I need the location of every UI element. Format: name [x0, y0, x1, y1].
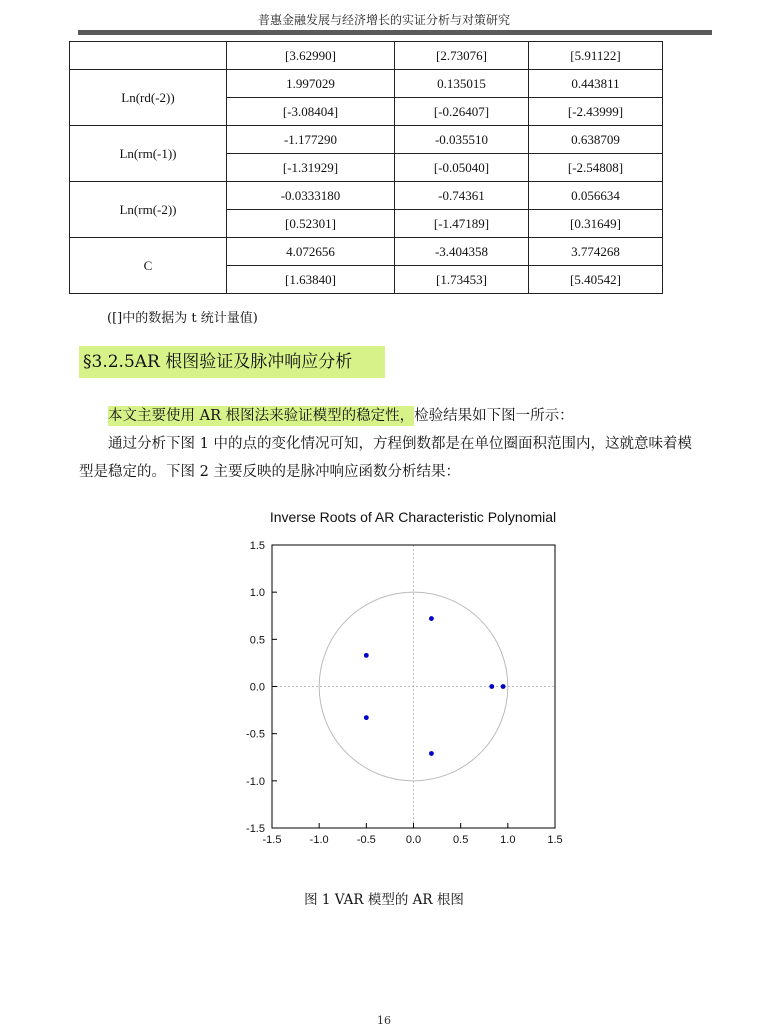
y-tick-label: -1.5: [246, 823, 265, 835]
table-cell-label: [70, 42, 227, 70]
table-row: [70, 238, 663, 266]
table-cell: [1.73453]: [395, 266, 529, 294]
x-tick-label: -0.5: [356, 834, 376, 846]
table-cell: [0.52301]: [227, 210, 395, 238]
table-cell: [-1.47189]: [395, 210, 529, 238]
root-point: [364, 653, 369, 658]
ar-roots-chart: [230, 500, 590, 860]
root-point: [429, 751, 434, 756]
table-cell: -0.74361: [395, 182, 529, 210]
table-row: [70, 182, 663, 210]
y-tick-label: 0.0: [249, 681, 265, 694]
root-point: [364, 715, 369, 720]
x-tick-label: 0.0: [405, 834, 422, 846]
table-cell: [5.40542]: [529, 266, 663, 294]
table-cell: 0.443811: [529, 70, 663, 98]
x-tick-label: -1.0: [309, 834, 329, 846]
header-rule: [78, 30, 712, 35]
root-point: [501, 684, 506, 689]
table-cell: 0.056634: [529, 182, 663, 210]
table-row-label: Ln(rm(-1)): [70, 126, 227, 182]
table-cell: -1.177290: [227, 126, 395, 154]
plot-area: [246, 540, 563, 846]
ar-roots-chart-svg: [230, 500, 590, 860]
running-header-title: 普惠金融发展与经济增长的实证分析与对策研究: [257, 13, 510, 27]
highlighted-text: 本文主要使用 AR 根图法来验证模型的稳定性，: [108, 408, 415, 424]
table-cell: [-3.08404]: [227, 98, 395, 126]
section-heading: §3.2.5AR 根图验证及脉冲响应分析: [79, 346, 385, 378]
x-tick-label: 0.5: [453, 834, 469, 846]
table-row-label: Ln(rm(-2)): [70, 182, 227, 238]
y-tick-label: -0.5: [246, 728, 265, 741]
table-row: [70, 70, 663, 98]
table-cell: 0.638709: [529, 126, 663, 154]
table-cell: [5.91122]: [529, 42, 663, 70]
table-cell: [1.63840]: [227, 266, 395, 294]
table-cell: [3.62990]: [227, 42, 395, 70]
figure-caption: 图 1 VAR 模型的 AR 根图: [304, 892, 464, 908]
table-cell: 4.072656: [227, 238, 395, 266]
table-row-label: Ln(rd(-2)): [70, 70, 227, 126]
paragraph-text: 检验结果如下图一所示：: [414, 408, 574, 424]
page-number: 16: [377, 1014, 391, 1027]
table-cell: [2.73076]: [395, 42, 529, 70]
table-cell: 1.997029: [227, 70, 395, 98]
y-tick-label: 1.0: [249, 587, 265, 600]
table-cell: [-2.43999]: [529, 98, 663, 126]
root-point: [429, 616, 434, 621]
y-tick-label: 1.5: [249, 540, 265, 552]
table-row: [70, 126, 663, 154]
table-cell: 3.774268: [529, 238, 663, 266]
y-tick-label: -1.0: [246, 775, 265, 788]
x-tick-label: 1.0: [500, 834, 516, 846]
paragraph-1: [79, 402, 701, 430]
regression-results-table: [69, 41, 663, 294]
table-cell: -0.0333180: [227, 182, 395, 210]
table-cell: [-1.31929]: [227, 154, 395, 182]
table-note: ([]中的数据为 t 统计量值): [107, 311, 258, 326]
table-cell: 0.135015: [395, 70, 529, 98]
root-point: [489, 684, 494, 689]
table-cell: [-2.54808]: [529, 154, 663, 182]
table-cell: [0.31649]: [529, 210, 663, 238]
paragraph-2: 通过分析下图 1 中的点的变化情况可知，方程倒数都是在单位圈面积范围内，这就意味着模型是稳定的。下图 2 主要反映的是脉冲响应函数分析结果：: [79, 436, 692, 480]
table-cell: -0.035510: [395, 126, 529, 154]
chart-title: Inverse Roots of AR Characteristic Polynomial: [269, 509, 557, 525]
table-row-label: C: [70, 238, 227, 294]
x-tick-label: 1.5: [547, 834, 563, 846]
y-tick-label: 0.5: [249, 634, 265, 647]
table-cell: [-0.26407]: [395, 98, 529, 126]
table-cell: [-0.05040]: [395, 154, 529, 182]
x-tick-label: -1.5: [262, 834, 282, 846]
table-row: [70, 42, 663, 70]
table-cell: -3.404358: [395, 238, 529, 266]
